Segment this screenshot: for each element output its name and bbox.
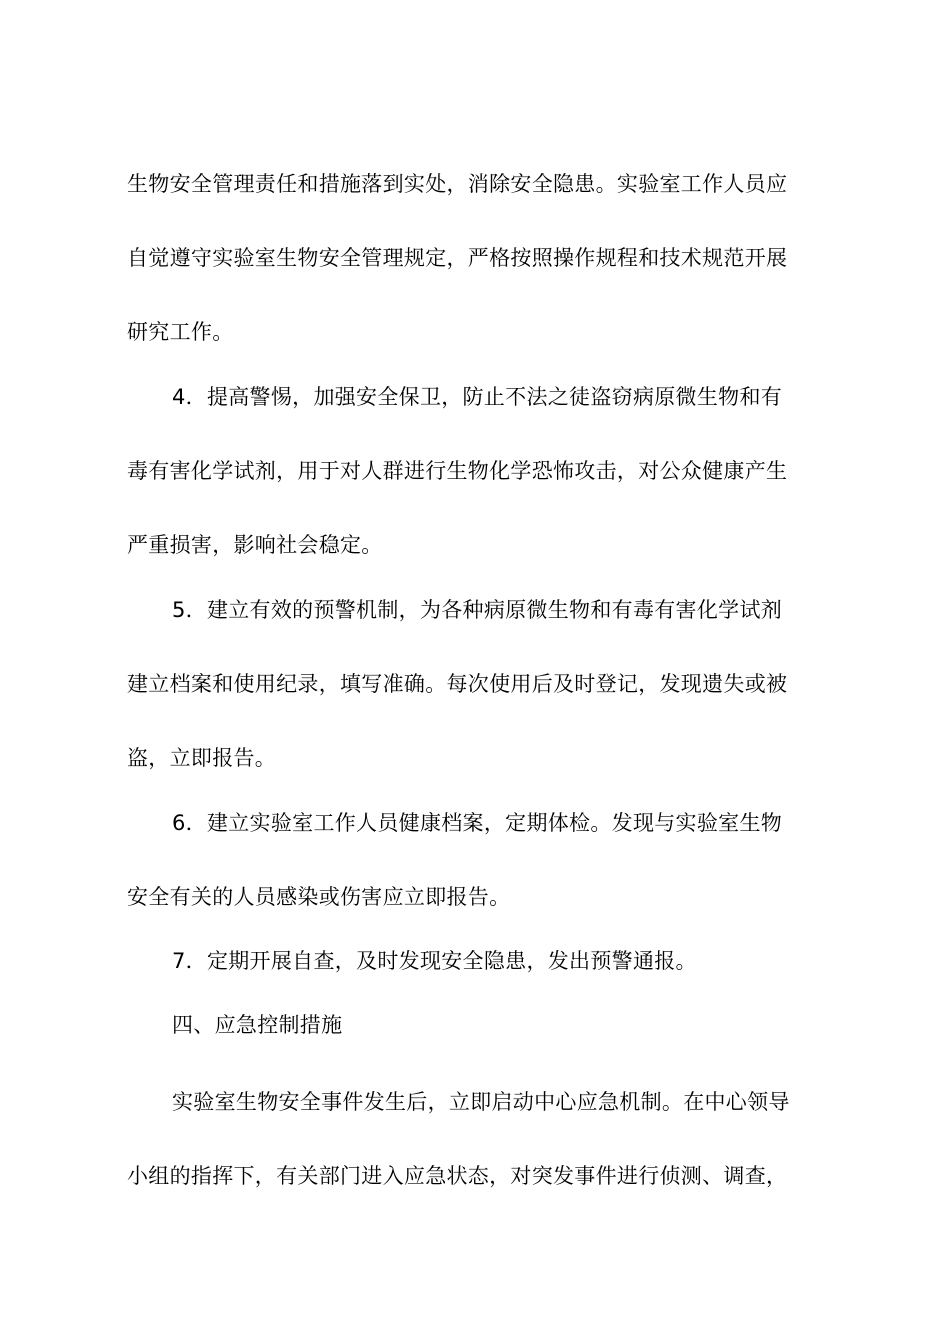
paragraph-line: 生物安全管理责任和措施落到实处，消除安全隐患。实验室工作人员应 [127, 172, 788, 196]
paragraph-line: 小组的指挥下，有关部门进入应急状态，对突发事件进行侦测、调查， [127, 1164, 788, 1188]
paragraph-line: 毒有害化学试剂，用于对人群进行生物化学恐怖攻击，对公众健康产生 [127, 459, 788, 483]
paragraph-line: 研究工作。 [127, 320, 234, 344]
item-5-line: 5．建立有效的预警机制，为各种病原微生物和有毒有害化学试剂 [172, 598, 783, 622]
paragraph-line: 实验室生物安全事件发生后，立即启动中心应急机制。在中心领导 [172, 1090, 790, 1114]
paragraph-line: 自觉遵守实验室生物安全管理规定，严格按照操作规程和技术规范开展 [127, 246, 788, 270]
paragraph-line: 安全有关的人员感染或伤害应立即报告。 [127, 885, 511, 909]
paragraph-line: 盗，立即报告。 [127, 746, 277, 770]
paragraph-line: 建立档案和使用纪录，填写准确。每次使用后及时登记，发现遗失或被 [127, 672, 788, 696]
section-heading: 四、应急控制措施 [172, 1013, 343, 1037]
item-7-line: 7．定期开展自查，及时发现安全隐患，发出预警通报。 [172, 949, 697, 973]
item-6-line: 6．建立实验室工作人员健康档案，定期体检。发现与实验室生物 [172, 811, 783, 835]
item-4-line: 4．提高警惕，加强安全保卫，防止不法之徒盗窃病原微生物和有 [172, 385, 783, 409]
paragraph-line: 严重损害，影响社会稳定。 [127, 533, 383, 557]
